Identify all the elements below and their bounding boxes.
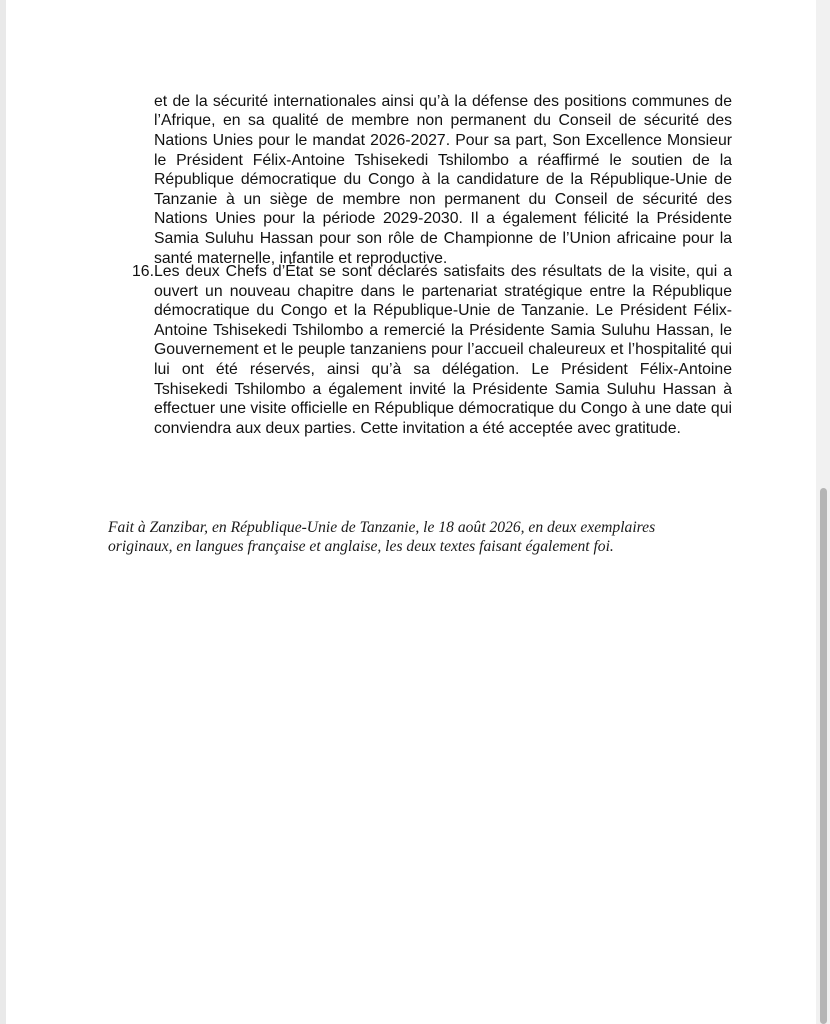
numbered-item-16: [132, 262, 732, 438]
closing-statement: Fait à Zanzibar, en République-Unie de Tanzanie, le 18 août 2026, en deux exemplaires originaux, en langues française et anglaise, les deux textes faisant également foi.: [108, 518, 656, 556]
vertical-scrollbar[interactable]: [816, 0, 830, 1024]
paragraph-continuation: et de la sécurité internationales ainsi qu’à la défense des positions communes de l’Afrique, en sa qualité de membre non permanent du Conseil de sécurité des Nations Unies pour le mandat 2026-2027. Pour sa part, Son Excellence Monsieur le Président Félix-Antoine Tshisekedi Tshilombo a réaffirmé le soutien de la République démocratique du Congo à la candidature de la République-Unie de Tanzanie à un siège de membre non permanent du Conseil de sécurité des Nations Unies pour la période 2029-2030. Il a également félicité la Présidente Samia Suluhu Hassan pour son rôle de Championne de l’Union africaine pour la santé maternelle, infantile et reproductive.: [154, 92, 732, 267]
item-number: 16.: [132, 263, 154, 280]
item-text: Les deux Chefs d’État se sont déclarés satisfaits des résultats de la visite, qui a ouvert un nouveau chapitre dans le partenariat stratégique entre la République démocratique du Congo et la République-Unie de Tanzanie. Le Président Félix-Antoine Tshisekedi Tshilombo a remercié la Présidente Samia Suluhu Hassan, le Gouvernement et le peuple tanzaniens pour l’accueil chaleureux et l’hospitalité qui lui ont été réservés, ainsi qu’à sa délégation. Le Président Félix-Antoine Tshisekedi Tshilombo a également invité la Présidente Samia Suluhu Hassan à effectuer une visite officielle en République démocratique du Congo à une date qui conviendra aux deux parties. Cette invitation a été acceptée avec gratitude.: [154, 263, 732, 437]
document-page: [6, 0, 816, 1024]
scrollbar-thumb[interactable]: [820, 488, 827, 1024]
